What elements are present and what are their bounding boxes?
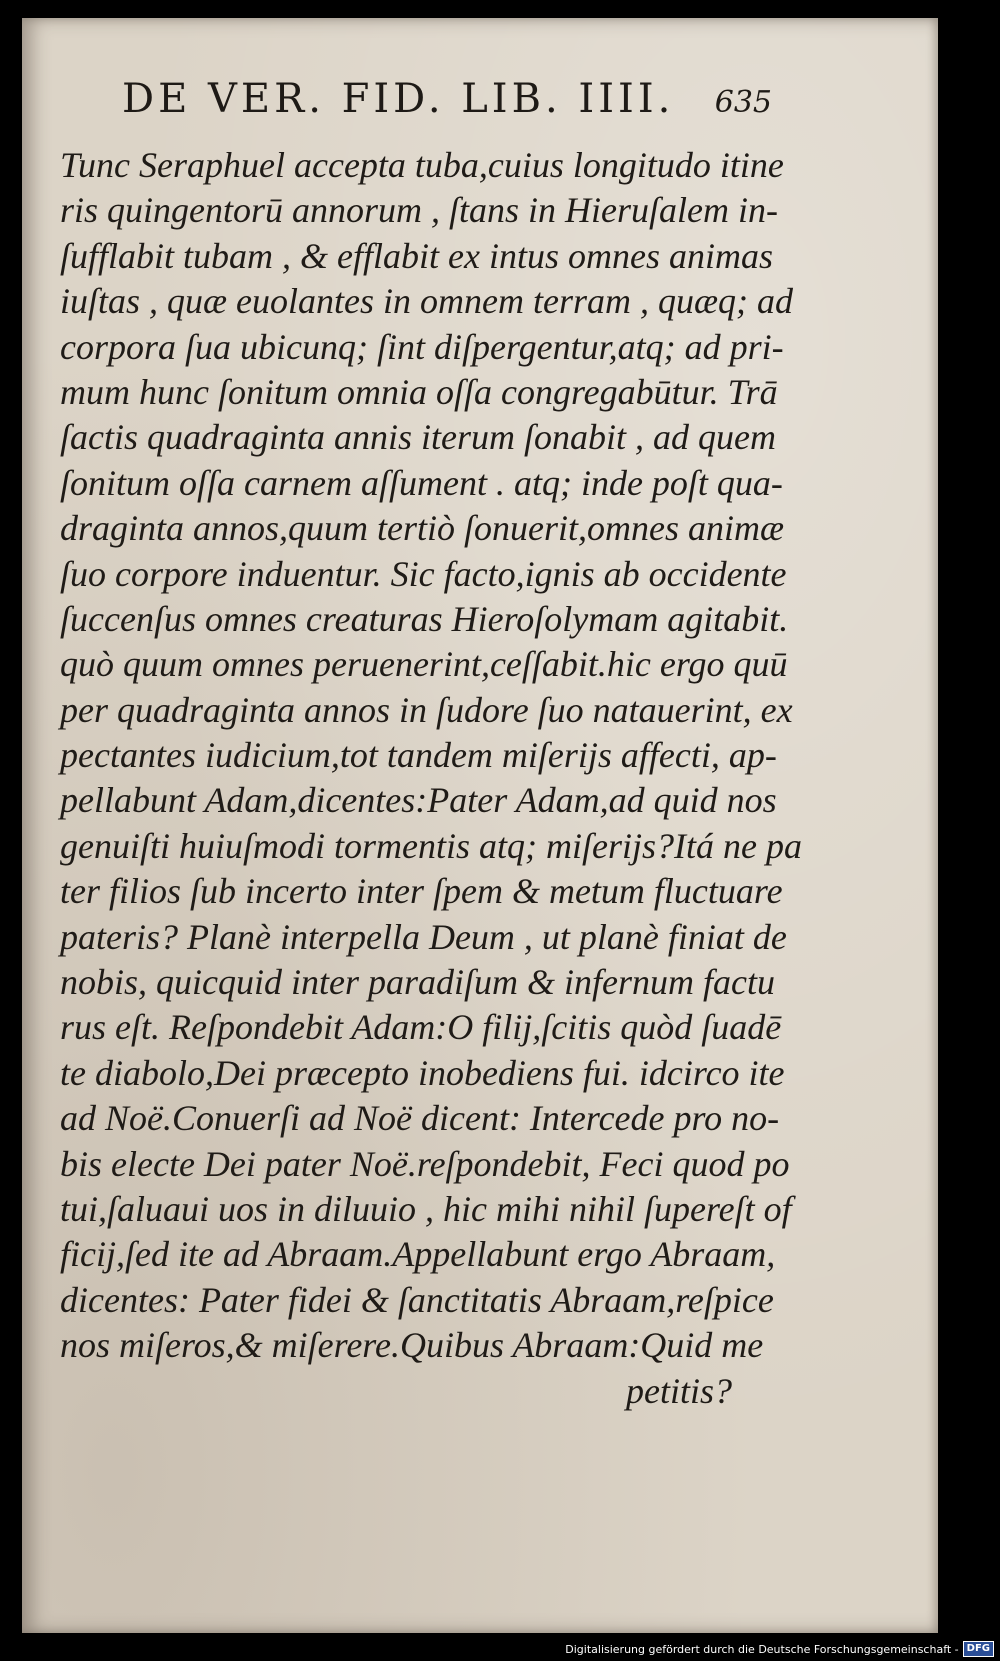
text-line: te diabolo,Dei præcepto inobediens fui. idcirco ite bbox=[60, 1052, 785, 1093]
text-line: ad Noë.Conuerſi ad Noë dicent: Intercede pro no- bbox=[60, 1098, 780, 1139]
text-line: per quadraginta annos in ſudore ſuo natauerint, ex bbox=[60, 689, 793, 730]
book-page bbox=[22, 18, 938, 1633]
text-line: ſonitum oſſa carnem aſſument . atq; inde poſt qua- bbox=[60, 462, 783, 503]
text-line: ter filios ſub incerto inter ſpem & metum fluctuare bbox=[60, 871, 783, 912]
text-line: ficij,ſed ite ad Abraam.Appellabunt ergo Abraam, bbox=[60, 1234, 776, 1275]
running-title: DE VER. FID. LIB. IIII. bbox=[122, 76, 675, 122]
body-text bbox=[60, 143, 802, 1414]
text-line: ſuo corpore induentur. Sic facto,ignis ab occidente bbox=[60, 553, 787, 594]
text-line: rus eſt. Reſpondebit Adam:O filij,ſcitis quòd ſuadē bbox=[60, 1007, 782, 1048]
page-number: 635 bbox=[714, 85, 772, 120]
text-line: Tunc Seraphuel accepta tuba,cuius longitudo itine bbox=[60, 145, 784, 185]
text-line: genuiſti huiuſmodi tormentis atq; miſerijs?Itá ne pa bbox=[60, 825, 802, 866]
text-line: dicentes: Pater fidei & ſanctitatis Abraam,reſpice bbox=[60, 1279, 774, 1320]
credit-text: Digitalisierung gefördert durch die Deutsche Forschungsgemeinschaft - bbox=[565, 1642, 959, 1656]
digitization-credit bbox=[565, 1640, 994, 1658]
text-line: ris quingentorū annorum , ſtans in Hieruſalem in- bbox=[60, 190, 778, 231]
text-line: ſufflabit tubam , & efflabit ex intus omnes animas bbox=[60, 235, 773, 276]
text-line: iuſtas , quæ euolantes in omnem terram , quæq; ad bbox=[60, 281, 793, 322]
text-line: draginta annos,quum tertiò ſonuerit,omnes animæ bbox=[60, 508, 785, 549]
text-line: pellabunt Adam,dicentes:Pater Adam,ad quid nos bbox=[60, 780, 777, 821]
text-line: quò quum omnes peruenerint,ceſſabit.hic ergo quū bbox=[60, 644, 788, 685]
catchword: petitis? bbox=[626, 1370, 732, 1411]
dfg-logo-icon: DFG bbox=[963, 1641, 994, 1657]
text-line: pateris? Planè interpella Deum , ut planè finiat de bbox=[60, 916, 787, 957]
text-line: nos miſeros,& miſerere.Quibus Abraam:Quid me bbox=[60, 1325, 764, 1366]
text-line: pectantes iudicium,tot tandem miſerijs affecti, ap- bbox=[60, 735, 777, 776]
text-line: mum hunc ſonitum omnia oſſa congregabūtur. Trā bbox=[60, 371, 778, 412]
running-head bbox=[122, 76, 772, 122]
text-line: nobis, quicquid inter paradiſum & infernum factu bbox=[60, 962, 775, 1003]
text-line: ſactis quadraginta annis iterum ſonabit , ad quem bbox=[60, 417, 776, 458]
text-line: corpora ſua ubicunq; ſint diſpergentur,atq; ad pri- bbox=[60, 326, 784, 367]
text-line: ſuccenſus omnes creaturas Hieroſolymam agitabit. bbox=[60, 598, 789, 639]
text-line: bis electe Dei pater Noë.reſpondebit, Feci quod po bbox=[60, 1143, 790, 1184]
text-line: tui,ſaluaui uos in diluuio , hic mihi nihil ſupereſt of bbox=[60, 1188, 792, 1229]
